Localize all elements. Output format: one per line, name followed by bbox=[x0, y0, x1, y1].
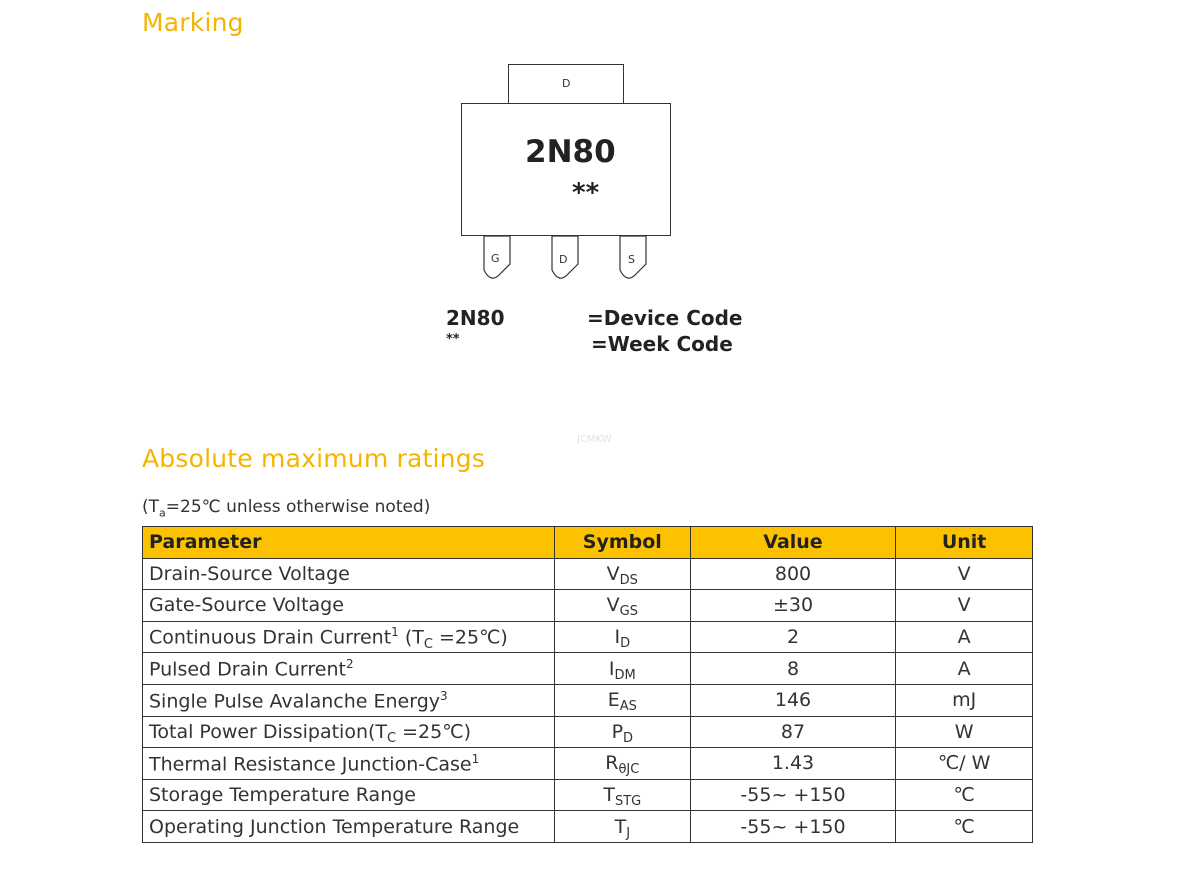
conditions-note: ($T_a=25℃$ unless otherwise noted) bbox=[142, 497, 431, 520]
legend-device-code: 2N80 bbox=[446, 306, 505, 330]
package-pins bbox=[0, 0, 1190, 300]
table-header-row bbox=[143, 527, 1033, 559]
symbol-cell: $I_D$ bbox=[554, 621, 690, 653]
unit-cell: ℃ bbox=[896, 779, 1033, 811]
header-symbol: Symbol bbox=[554, 527, 690, 559]
header-value: Value bbox=[690, 527, 896, 559]
package-device-code: 2N80 bbox=[525, 134, 616, 170]
param-cell: Storage Temperature Range bbox=[143, 779, 555, 811]
table-row bbox=[143, 590, 1033, 622]
value-cell: 87 bbox=[690, 716, 896, 748]
unit-cell: V bbox=[896, 558, 1033, 590]
legend-device-label: =Device Code bbox=[587, 306, 743, 330]
symbol-cell: $I_{DM}$ bbox=[554, 653, 690, 685]
pin-drain-label: D bbox=[559, 253, 568, 266]
ratings-table bbox=[142, 526, 1033, 843]
symbol-cell: $V_{DS}$ bbox=[554, 558, 690, 590]
legend-week-code: ** bbox=[446, 332, 460, 347]
param-cell: Drain-Source Voltage bbox=[143, 558, 555, 590]
unit-cell: ℃ bbox=[896, 811, 1033, 843]
table-row bbox=[143, 621, 1033, 653]
table-row bbox=[143, 811, 1033, 843]
value-cell: -55~ +150 bbox=[690, 779, 896, 811]
symbol-cell: $E_{AS}$ bbox=[554, 684, 690, 716]
unit-cell: V bbox=[896, 590, 1033, 622]
param-cell: Operating Junction Temperature Range bbox=[143, 811, 555, 843]
symbol-cell: $R_{\theta JC}$ bbox=[554, 748, 690, 780]
tab-drain-label: D bbox=[562, 77, 571, 90]
legend-week-label: =Week Code bbox=[591, 332, 733, 356]
ratings-heading: Absolute maximum ratings bbox=[142, 444, 486, 473]
value-cell: 8 bbox=[690, 653, 896, 685]
param-cell: Total Power $Dissipation(T_C$ =25℃) bbox=[143, 716, 555, 748]
symbol-cell: $T_{STG}$ bbox=[554, 779, 690, 811]
unit-cell: ℃/ W bbox=[896, 748, 1033, 780]
unit-cell: mJ bbox=[896, 684, 1033, 716]
value-cell: 146 bbox=[690, 684, 896, 716]
param-cell: Thermal Resistance Junction-Case$^1$ bbox=[143, 748, 555, 780]
pin-gate-label: G bbox=[491, 252, 500, 265]
header-unit: Unit bbox=[896, 527, 1033, 559]
param-cell: Single Pulse Avalanche Energy$^3$ bbox=[143, 684, 555, 716]
unit-cell: W bbox=[896, 716, 1033, 748]
value-cell: -55~ +150 bbox=[690, 811, 896, 843]
unit-cell: A bbox=[896, 621, 1033, 653]
value-cell: 800 bbox=[690, 558, 896, 590]
param-cell: Continuous Drain Current$^1$ ($T_C$ =25℃) bbox=[143, 621, 555, 653]
table-row bbox=[143, 716, 1033, 748]
param-cell: Gate-Source Voltage bbox=[143, 590, 555, 622]
marking-heading: Marking bbox=[142, 8, 244, 37]
symbol-cell: $V_{GS}$ bbox=[554, 590, 690, 622]
table-row bbox=[143, 653, 1033, 685]
value-cell: 2 bbox=[690, 621, 896, 653]
symbol-cell: $P_D$ bbox=[554, 716, 690, 748]
package-week-code: ** bbox=[572, 178, 600, 208]
pin-source-label: S bbox=[628, 253, 635, 266]
value-cell: 1.43 bbox=[690, 748, 896, 780]
value-cell: ±30 bbox=[690, 590, 896, 622]
symbol-cell: $T_J$ bbox=[554, 811, 690, 843]
table-row bbox=[143, 779, 1033, 811]
table-row bbox=[143, 558, 1033, 590]
table-row bbox=[143, 748, 1033, 780]
watermark: JCMKW bbox=[577, 434, 612, 445]
table-row bbox=[143, 684, 1033, 716]
unit-cell: A bbox=[896, 653, 1033, 685]
param-cell: Pulsed Drain Current$^2$ bbox=[143, 653, 555, 685]
header-parameter: Parameter bbox=[143, 527, 555, 559]
